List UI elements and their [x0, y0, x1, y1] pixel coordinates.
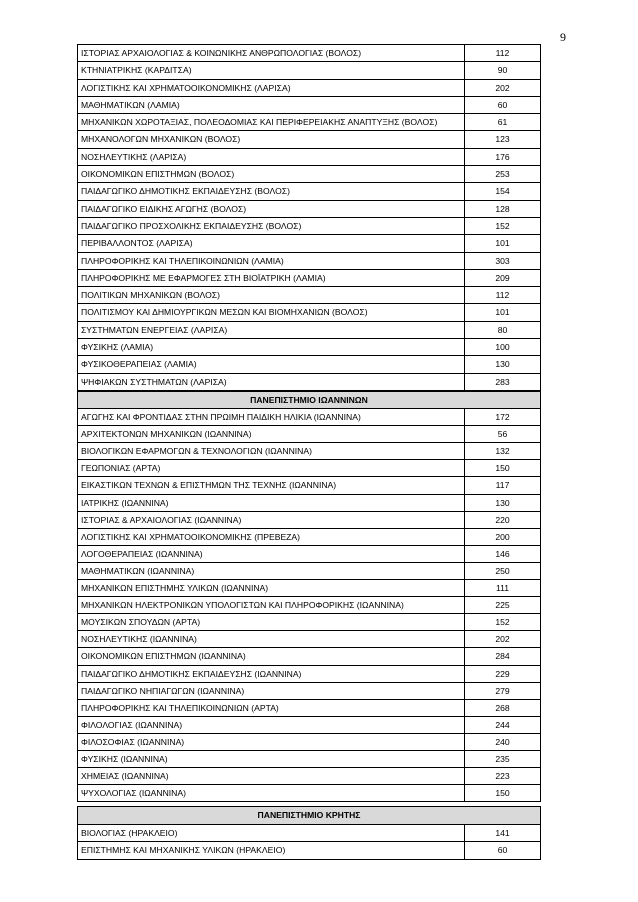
department-value: 112 [465, 287, 541, 304]
table-body [78, 392, 541, 802]
department-value: 176 [465, 148, 541, 165]
department-value: 100 [465, 339, 541, 356]
table-row [78, 716, 541, 733]
department-value: 235 [465, 750, 541, 767]
department-name: ΦΙΛΟΣΟΦΙΑΣ (ΙΩΑΝΝΙΝΑ) [78, 733, 465, 750]
department-name: ΜΑΘΗΜΑΤΙΚΩΝ (ΙΩΑΝΝΙΝΑ) [78, 562, 465, 579]
table-thessaly-departments [77, 44, 541, 391]
department-value: 101 [465, 235, 541, 252]
department-value: 283 [465, 373, 541, 390]
department-value: 279 [465, 682, 541, 699]
department-name: ΠΕΡΙΒΑΛΛΟΝΤΟΣ (ΛΑΡΙΣΑ) [78, 235, 465, 252]
table-row [78, 842, 541, 860]
table-row [78, 200, 541, 217]
table-title: ΠΑΝΕΠΙΣΤΗΜΙΟ ΙΩΑΝΝΙΝΩΝ [78, 392, 541, 409]
table-row [78, 443, 541, 460]
table-row [78, 79, 541, 96]
department-name: ΓΕΩΠΟΝΙΑΣ (ΑΡΤΑ) [78, 460, 465, 477]
table-row [78, 768, 541, 785]
department-name: ΣΥΣΤΗΜΑΤΩΝ ΕΝΕΡΓΕΙΑΣ (ΛΑΡΙΣΑ) [78, 321, 465, 338]
department-name: ΑΓΩΓΗΣ ΚΑΙ ΦΡΟΝΤΙΔΑΣ ΣΤΗΝ ΠΡΩΙΜΗ ΠΑΙΔΙΚΗ ΗΛΙΚΙΑ (ΙΩΑΝΝΙΝΑ) [78, 409, 465, 426]
department-value: 128 [465, 200, 541, 217]
department-value: 60 [465, 842, 541, 860]
table-row [78, 252, 541, 269]
table-row [78, 824, 541, 842]
table-row [78, 562, 541, 579]
table-row [78, 545, 541, 562]
department-value: 284 [465, 648, 541, 665]
department-name: ΠΛΗΡΟΦΟΡΙΚΗΣ ΚΑΙ ΤΗΛΕΠΙΚΟΙΝΩΝΙΩΝ (ΛΑΜΙΑ) [78, 252, 465, 269]
table-row [78, 287, 541, 304]
department-value: 152 [465, 614, 541, 631]
department-value: 80 [465, 321, 541, 338]
department-value: 117 [465, 477, 541, 494]
department-name: ΙΣΤΟΡΙΑΣ & ΑΡΧΑΙΟΛΟΓΙΑΣ (ΙΩΑΝΝΙΝΑ) [78, 511, 465, 528]
table-row [78, 648, 541, 665]
department-value: 146 [465, 545, 541, 562]
department-value: 209 [465, 269, 541, 286]
department-value: 152 [465, 217, 541, 234]
department-name: ΨΥΧΟΛΟΓΙΑΣ (ΙΩΑΝΝΙΝΑ) [78, 785, 465, 802]
table-title: ΠΑΝΕΠΙΣΤΗΜΙΟ ΚΡΗΤΗΣ [78, 807, 541, 825]
table-row [78, 148, 541, 165]
department-value: 229 [465, 665, 541, 682]
department-value: 303 [465, 252, 541, 269]
table-row [78, 682, 541, 699]
department-value: 56 [465, 426, 541, 443]
table-body [78, 807, 541, 860]
department-name: ΦΥΣΙΚΗΣ (ΛΑΜΙΑ) [78, 339, 465, 356]
department-value: 253 [465, 166, 541, 183]
table-row [78, 597, 541, 614]
department-name: ΚΤΗΝΙΑΤΡΙΚΗΣ (ΚΑΡΔΙΤΣΑ) [78, 62, 465, 79]
table-row [78, 114, 541, 131]
table-row [78, 528, 541, 545]
department-name: ΜΗΧΑΝΟΛΟΓΩΝ ΜΗΧΑΝΙΚΩΝ (ΒΟΛΟΣ) [78, 131, 465, 148]
department-name: ΠΑΙΔΑΓΩΓΙΚΟ ΝΗΠΙΑΓΩΓΩΝ (ΙΩΑΝΝΙΝΑ) [78, 682, 465, 699]
department-name: ΙΑΤΡΙΚΗΣ (ΙΩΑΝΝΙΝΑ) [78, 494, 465, 511]
department-name: ΜΟΥΣΙΚΩΝ ΣΠΟΥΔΩΝ (ΑΡΤΑ) [78, 614, 465, 631]
department-value: 244 [465, 716, 541, 733]
table-row [78, 580, 541, 597]
department-name: ΒΙΟΛΟΓΙΚΩΝ ΕΦΑΡΜΟΓΩΝ & ΤΕΧΝΟΛΟΓΙΩΝ (ΙΩΑΝΝΙΝΑ) [78, 443, 465, 460]
department-name: ΝΟΣΗΛΕΥΤΙΚΗΣ (ΙΩΑΝΝΙΝΑ) [78, 631, 465, 648]
department-value: 61 [465, 114, 541, 131]
department-name: ΛΟΓΙΣΤΙΚΗΣ ΚΑΙ ΧΡΗΜΑΤΟΟΙΚΟΝΟΜΙΚΗΣ (ΠΡΕΒΕΖΑ) [78, 528, 465, 545]
table-row [78, 665, 541, 682]
department-value: 60 [465, 96, 541, 113]
table-row [78, 631, 541, 648]
department-value: 130 [465, 356, 541, 373]
department-name: ΜΗΧΑΝΙΚΩΝ ΧΩΡΟΤΑΞΙΑΣ, ΠΟΛΕΟΔΟΜΙΑΣ ΚΑΙ ΠΕΡΙΦΕΡΕΙΑΚΗΣ ΑΝΑΠΤΥΞΗΣ (ΒΟΛΟΣ) [78, 114, 465, 131]
department-value: 220 [465, 511, 541, 528]
table-row [78, 183, 541, 200]
table-row [78, 426, 541, 443]
department-name: ΙΣΤΟΡΙΑΣ ΑΡΧΑΙΟΛΟΓΙΑΣ & ΚΟΙΝΩΝΙΚΗΣ ΑΝΘΡΩΠΟΛΟΓΙΑΣ (ΒΟΛΟΣ) [78, 45, 465, 62]
department-name: ΠΑΙΔΑΓΩΓΙΚΟ ΠΡΟΣΧΟΛΙΚΗΣ ΕΚΠΑΙΔΕΥΣΗΣ (ΒΟΛΟΣ) [78, 217, 465, 234]
department-name: ΑΡΧΙΤΕΚΤΟΝΩΝ ΜΗΧΑΝΙΚΩΝ (ΙΩΑΝΝΙΝΑ) [78, 426, 465, 443]
department-name: ΠΑΙΔΑΓΩΓΙΚΟ ΔΗΜΟΤΙΚΗΣ ΕΚΠΑΙΔΕΥΣΗΣ (ΒΟΛΟΣ) [78, 183, 465, 200]
department-value: 225 [465, 597, 541, 614]
table-row [78, 373, 541, 390]
department-value: 200 [465, 528, 541, 545]
department-name: ΕΙΚΑΣΤΙΚΩΝ ΤΕΧΝΩΝ & ΕΠΙΣΤΗΜΩΝ ΤΗΣ ΤΕΧΝΗΣ (ΙΩΑΝΝΙΝΑ) [78, 477, 465, 494]
department-value: 123 [465, 131, 541, 148]
department-value: 268 [465, 699, 541, 716]
table-row [78, 166, 541, 183]
table-university-crete [77, 806, 541, 860]
table-row [78, 217, 541, 234]
table-row [78, 699, 541, 716]
table-row [78, 235, 541, 252]
department-name: ΠΛΗΡΟΦΟΡΙΚΗΣ ΜΕ ΕΦΑΡΜΟΓΕΣ ΣΤΗ ΒΙΟΪΑΤΡΙΚΗ (ΛΑΜΙΑ) [78, 269, 465, 286]
department-name: ΠΟΛΙΤΙΚΩΝ ΜΗΧΑΝΙΚΩΝ (ΒΟΛΟΣ) [78, 287, 465, 304]
table-row [78, 477, 541, 494]
department-name: ΛΟΓΙΣΤΙΚΗΣ ΚΑΙ ΧΡΗΜΑΤΟΟΙΚΟΝΟΜΙΚΗΣ (ΛΑΡΙΣΑ) [78, 79, 465, 96]
page-number: 9 [560, 30, 566, 44]
table-row [78, 614, 541, 631]
department-name: ΜΑΘΗΜΑΤΙΚΩΝ (ΛΑΜΙΑ) [78, 96, 465, 113]
table-title-row [78, 392, 541, 409]
department-name: ΛΟΓΟΘΕΡΑΠΕΙΑΣ (ΙΩΑΝΝΙΝΑ) [78, 545, 465, 562]
department-value: 154 [465, 183, 541, 200]
department-value: 240 [465, 733, 541, 750]
table-row [78, 269, 541, 286]
department-name: ΕΠΙΣΤΗΜΗΣ ΚΑΙ ΜΗΧΑΝΙΚΗΣ ΥΛΙΚΩΝ (ΗΡΑΚΛΕΙΟ) [78, 842, 465, 860]
table-row [78, 460, 541, 477]
department-value: 111 [465, 580, 541, 597]
department-value: 132 [465, 443, 541, 460]
department-value: 150 [465, 785, 541, 802]
department-value: 250 [465, 562, 541, 579]
table-row [78, 131, 541, 148]
table-row [78, 339, 541, 356]
table-row [78, 96, 541, 113]
department-value: 130 [465, 494, 541, 511]
department-name: ΦΥΣΙΚΟΘΕΡΑΠΕΙΑΣ (ΛΑΜΙΑ) [78, 356, 465, 373]
department-name: ΝΟΣΗΛΕΥΤΙΚΗΣ (ΛΑΡΙΣΑ) [78, 148, 465, 165]
table-university-ioannina [77, 391, 541, 802]
department-value: 141 [465, 824, 541, 842]
table-row [78, 356, 541, 373]
department-name: ΨΗΦΙΑΚΩΝ ΣΥΣΤΗΜΑΤΩΝ (ΛΑΡΙΣΑ) [78, 373, 465, 390]
table-row [78, 733, 541, 750]
table-row [78, 45, 541, 62]
department-name: ΧΗΜΕΙΑΣ (ΙΩΑΝΝΙΝΑ) [78, 768, 465, 785]
department-value: 101 [465, 304, 541, 321]
table-row [78, 511, 541, 528]
department-value: 90 [465, 62, 541, 79]
department-value: 223 [465, 768, 541, 785]
department-name: ΦΥΣΙΚΗΣ (ΙΩΑΝΝΙΝΑ) [78, 750, 465, 767]
department-name: ΦΙΛΟΛΟΓΙΑΣ (ΙΩΑΝΝΙΝΑ) [78, 716, 465, 733]
table-row [78, 409, 541, 426]
table-title-row [78, 807, 541, 825]
department-value: 150 [465, 460, 541, 477]
department-name: ΟΙΚΟΝΟΜΙΚΩΝ ΕΠΙΣΤΗΜΩΝ (ΙΩΑΝΝΙΝΑ) [78, 648, 465, 665]
table-row [78, 62, 541, 79]
department-name: ΠΛΗΡΟΦΟΡΙΚΗΣ ΚΑΙ ΤΗΛΕΠΙΚΟΙΝΩΝΙΩΝ (ΑΡΤΑ) [78, 699, 465, 716]
table-row [78, 494, 541, 511]
table-body [78, 45, 541, 391]
table-row [78, 304, 541, 321]
department-value: 202 [465, 631, 541, 648]
department-name: ΠΑΙΔΑΓΩΓΙΚΟ ΕΙΔΙΚΗΣ ΑΓΩΓΗΣ (ΒΟΛΟΣ) [78, 200, 465, 217]
table-row [78, 321, 541, 338]
table-row [78, 750, 541, 767]
department-name: ΠΑΙΔΑΓΩΓΙΚΟ ΔΗΜΟΤΙΚΗΣ ΕΚΠΑΙΔΕΥΣΗΣ (ΙΩΑΝΝΙΝΑ) [78, 665, 465, 682]
department-name: ΒΙΟΛΟΓΙΑΣ (ΗΡΑΚΛΕΙΟ) [78, 824, 465, 842]
department-name: ΟΙΚΟΝΟΜΙΚΩΝ ΕΠΙΣΤΗΜΩΝ (ΒΟΛΟΣ) [78, 166, 465, 183]
department-name: ΜΗΧΑΝΙΚΩΝ ΕΠΙΣΤΗΜΗΣ ΥΛΙΚΩΝ (ΙΩΑΝΝΙΝΑ) [78, 580, 465, 597]
department-value: 172 [465, 409, 541, 426]
department-value: 112 [465, 45, 541, 62]
table-row [78, 785, 541, 802]
department-value: 202 [465, 79, 541, 96]
department-name: ΠΟΛΙΤΙΣΜΟΥ ΚΑΙ ΔΗΜΙΟΥΡΓΙΚΩΝ ΜΕΣΩΝ ΚΑΙ ΒΙΟΜΗΧΑΝΙΩΝ (ΒΟΛΟΣ) [78, 304, 465, 321]
department-name: ΜΗΧΑΝΙΚΩΝ ΗΛΕΚΤΡΟΝΙΚΩΝ ΥΠΟΛΟΓΙΣΤΩΝ ΚΑΙ ΠΛΗΡΟΦΟΡΙΚΗΣ (ΙΩΑΝΝΙΝΑ) [78, 597, 465, 614]
